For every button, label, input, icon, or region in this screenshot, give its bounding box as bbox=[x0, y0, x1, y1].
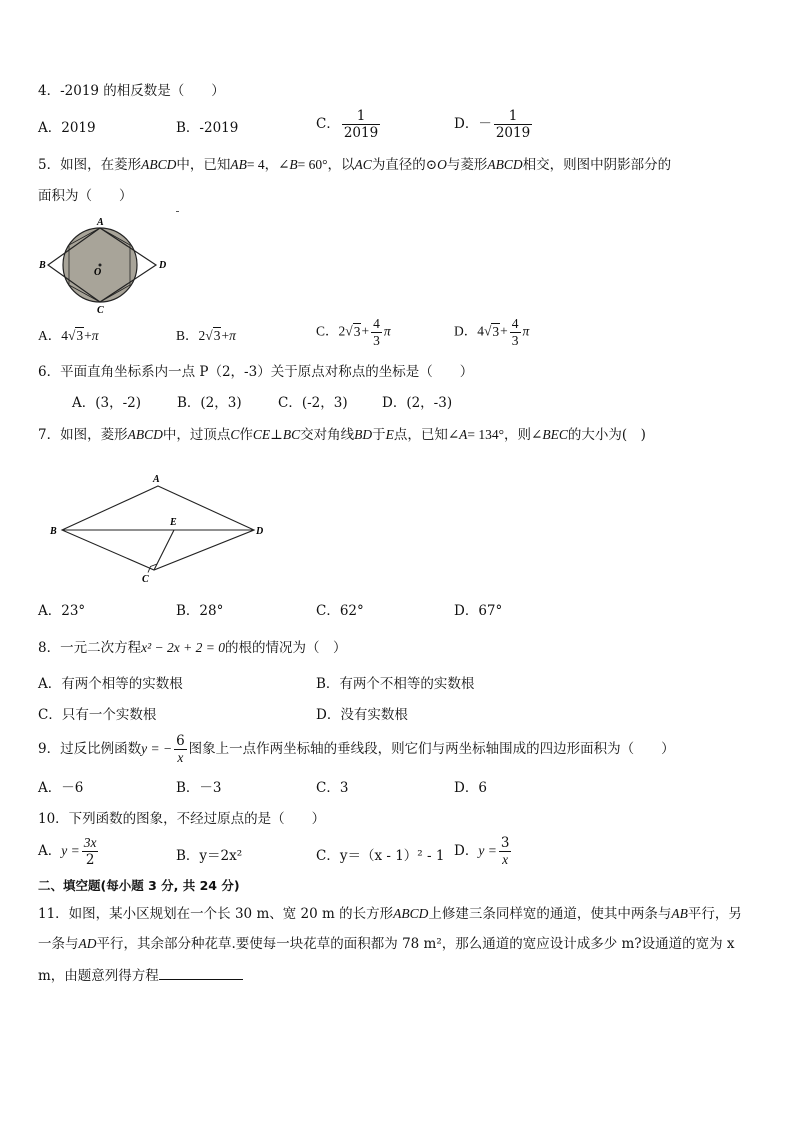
q11-line3: m，由题意列得方程 bbox=[38, 965, 243, 986]
q11-line2: 一条与AD平行，其余部分种花草.要使每一块花草的面积都为 78 m²，那么通道的宽应设计成多少 m?设通道的宽为 x bbox=[38, 936, 735, 952]
q11-answer-blank[interactable] bbox=[159, 965, 243, 980]
q6-stem: 6．平面直角坐标系内一点 P（2，-3）关于原点对称点的坐标是（ ） bbox=[38, 364, 474, 380]
q9-option-b: B．－3 bbox=[176, 780, 222, 796]
q9-option-a: A．－6 bbox=[38, 780, 84, 796]
q5-label-o: O bbox=[94, 267, 102, 278]
q7-option-b: B．28° bbox=[176, 603, 224, 619]
q6-option-c: C．(-2，3) bbox=[278, 395, 348, 411]
q11-line1: 11．如图，某小区规划在一个长 30 m、宽 20 m 的长方形ABCD上修建三条同样宽的通道，使其中两条与AB平行，另 bbox=[38, 906, 742, 922]
q8-option-a: A．有两个相等的实数根 bbox=[38, 676, 183, 692]
q4-option-c: C． $\frac{1}{2019}$ bbox=[316, 108, 379, 141]
q5-option-c: C．2√3+ $\frac{4}{3}$ π bbox=[316, 316, 391, 348]
q7-label-c: C bbox=[142, 574, 149, 585]
q7-figure bbox=[44, 470, 272, 586]
q4-stem: 4．-2019 的相反数是（ ） bbox=[38, 83, 225, 99]
q9-stem: 9．过反比例函数y = − $\frac{6}{x}$ 图象上一点作两坐标轴的垂线段，则它们与两坐标轴围成的四边形面积为（ ） bbox=[38, 733, 675, 765]
q9-option-c: C．3 bbox=[316, 780, 349, 796]
q5-stray-mark bbox=[176, 211, 179, 212]
q7-stem: 7．如图，菱形ABCD中，过顶点C作CE⊥BC交对角线BD于E点，已知∠A= 134°，则∠BEC的大小为( ) bbox=[38, 427, 646, 443]
q5-label-b: B bbox=[39, 260, 46, 271]
q5-label-d: D bbox=[159, 260, 167, 271]
q7-label-e: E bbox=[170, 517, 177, 528]
q7-right-angle-mark bbox=[148, 564, 157, 573]
q4-option-b: B．-2019 bbox=[176, 120, 239, 136]
q7-rhombus bbox=[62, 486, 254, 570]
q4-option-a: A．2019 bbox=[38, 120, 96, 136]
q7-option-d: D．67° bbox=[454, 603, 503, 619]
q8-option-b: B．有两个不相等的实数根 bbox=[316, 676, 475, 692]
q5-label-c: C bbox=[97, 305, 104, 316]
q6-option-d: D．(2，-3) bbox=[382, 395, 453, 411]
q5-option-d: D．4√3+ $\frac{4}{3}$ π bbox=[454, 316, 530, 348]
q5-option-a: A．4√3+π bbox=[38, 328, 99, 343]
q8-option-d: D．没有实数根 bbox=[316, 707, 408, 723]
q7-option-c: C．62° bbox=[316, 603, 364, 619]
q9-option-d: D．6 bbox=[454, 780, 487, 796]
q10-option-c: C．y＝（x - 1）² - 1 bbox=[316, 848, 445, 864]
q5-figure bbox=[38, 216, 170, 316]
q5-stem-line1: 5．如图，在菱形ABCD中，已知AB= 4，∠B= 60°，以AC为直径的⊙O与菱形ABCD相交，则图中阴影部分的 bbox=[38, 157, 672, 173]
q5-stem-line2: 面积为（ ） bbox=[38, 188, 133, 204]
q10-stem: 10．下列函数的图象，不经过原点的是（ ） bbox=[38, 811, 326, 827]
q5-option-b: B．2√3+π bbox=[176, 328, 236, 343]
q6-option-b: B．(2，3) bbox=[177, 395, 242, 411]
q7-option-a: A．23° bbox=[38, 603, 86, 619]
q6-option-a: A．(3，-2) bbox=[72, 395, 142, 411]
q8-option-c: C．只有一个实数根 bbox=[38, 707, 157, 723]
q10-option-d: D．y = $\frac{3}{x}$ bbox=[454, 835, 510, 867]
q7-label-d: D bbox=[256, 526, 264, 537]
q10-option-b: B．y＝2x² bbox=[176, 848, 243, 864]
q7-label-a: A bbox=[153, 474, 160, 485]
q7-label-b: B bbox=[50, 526, 57, 537]
q8-stem: 8．一元二次方程x² − 2x + 2 = 0的根的情况为（ ） bbox=[38, 640, 347, 656]
q5-label-a: A bbox=[97, 217, 104, 228]
q10-option-a: A．y = $\frac{3x}{2}$ bbox=[38, 835, 97, 868]
section-2-title: 二、填空题(每小题 3 分, 共 24 分) bbox=[38, 878, 240, 893]
q4-option-d: D．－ $\frac{1}{2019}$ bbox=[454, 108, 531, 141]
